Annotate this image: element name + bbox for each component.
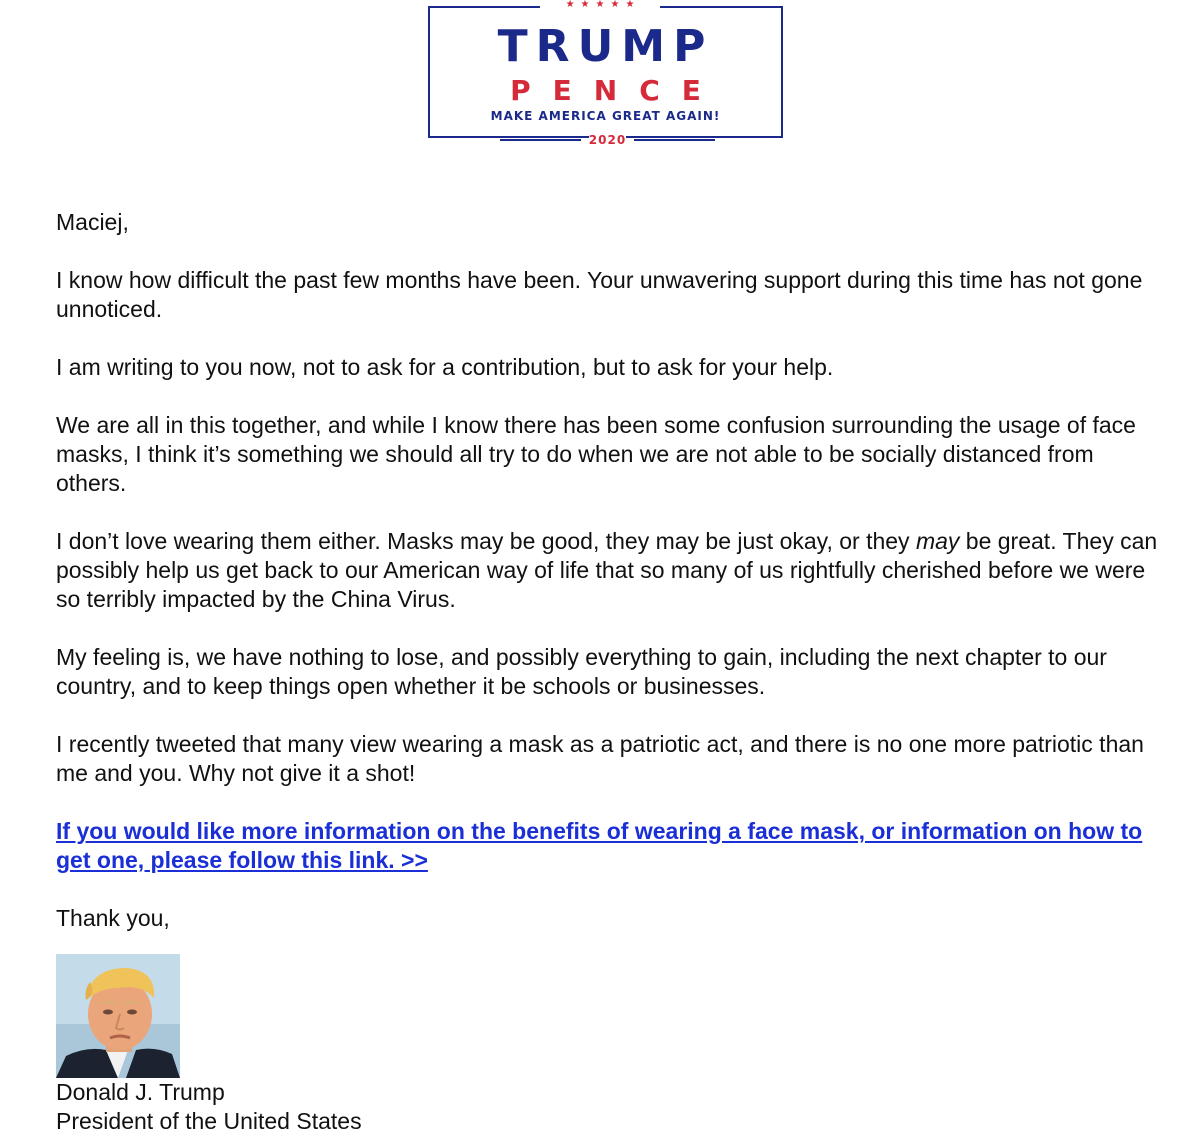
signature-title: President of the United States xyxy=(56,1108,362,1134)
signature-name: Donald J. Trump xyxy=(56,1079,225,1105)
paragraph-4-end: be great. They can possibly help us get back to our American way of life that so many of us rightfully cherished before we were so terribly impacted by the China Virus. xyxy=(56,528,1158,612)
closing: Thank you, xyxy=(56,905,170,931)
paragraph-2: I am writing to you now, not to ask for a contribution, but to ask for your help. xyxy=(56,354,834,380)
logo-rule-right xyxy=(634,139,715,141)
signature-portrait xyxy=(56,954,180,1078)
campaign-logo xyxy=(428,6,783,147)
paragraph-6: I recently tweeted that many view wearing a mask as a patriotic act, and there is no one more patriotic than me and you. Why not give it a shot! xyxy=(56,731,1144,786)
logo-year-row xyxy=(500,132,715,148)
salutation: Maciej, xyxy=(56,209,129,235)
paragraph-4 xyxy=(56,527,1166,614)
paragraph-4-start: I don’t love wearing them either. Masks may be good, they may be just okay, or they xyxy=(56,528,916,554)
paragraph-4-emphasis: may xyxy=(915,528,960,554)
logo-year: 2020 xyxy=(588,133,627,147)
portrait-image xyxy=(56,954,180,1078)
link-paragraph xyxy=(56,817,1166,875)
paragraph-3: We are all in this together, and while I know there has been some confusion surrounding the usage of face masks, I think it’s something we should all try to do when we are not able to be socially distanced from others. xyxy=(56,412,1136,496)
star-icon: ★ xyxy=(580,0,590,10)
logo-title: TRUMP xyxy=(497,21,714,72)
logo-subtitle: PENCE xyxy=(510,74,723,107)
paragraph-1: I know how difficult the past few months have been. Your unwavering support during this time has not gone unnoticed. xyxy=(56,267,1143,322)
face-mask-info-link[interactable]: If you would like more information on the benefits of wearing a face mask, or information on how to get one, please follow this link. >> xyxy=(56,818,1143,873)
logo-slogan: MAKE AMERICA GREAT AGAIN! xyxy=(490,109,721,123)
star-icon: ★ xyxy=(625,0,635,10)
logo-stars xyxy=(540,0,660,12)
logo-rule-left xyxy=(500,139,581,141)
star-icon: ★ xyxy=(565,0,575,10)
star-icon: ★ xyxy=(610,0,620,10)
paragraph-5: My feeling is, we have nothing to lose, and possibly everything to gain, including the next chapter to our country, and to keep things open whether it be schools or businesses. xyxy=(56,644,1107,699)
star-icon: ★ xyxy=(595,0,605,10)
letter-body xyxy=(56,208,1166,962)
